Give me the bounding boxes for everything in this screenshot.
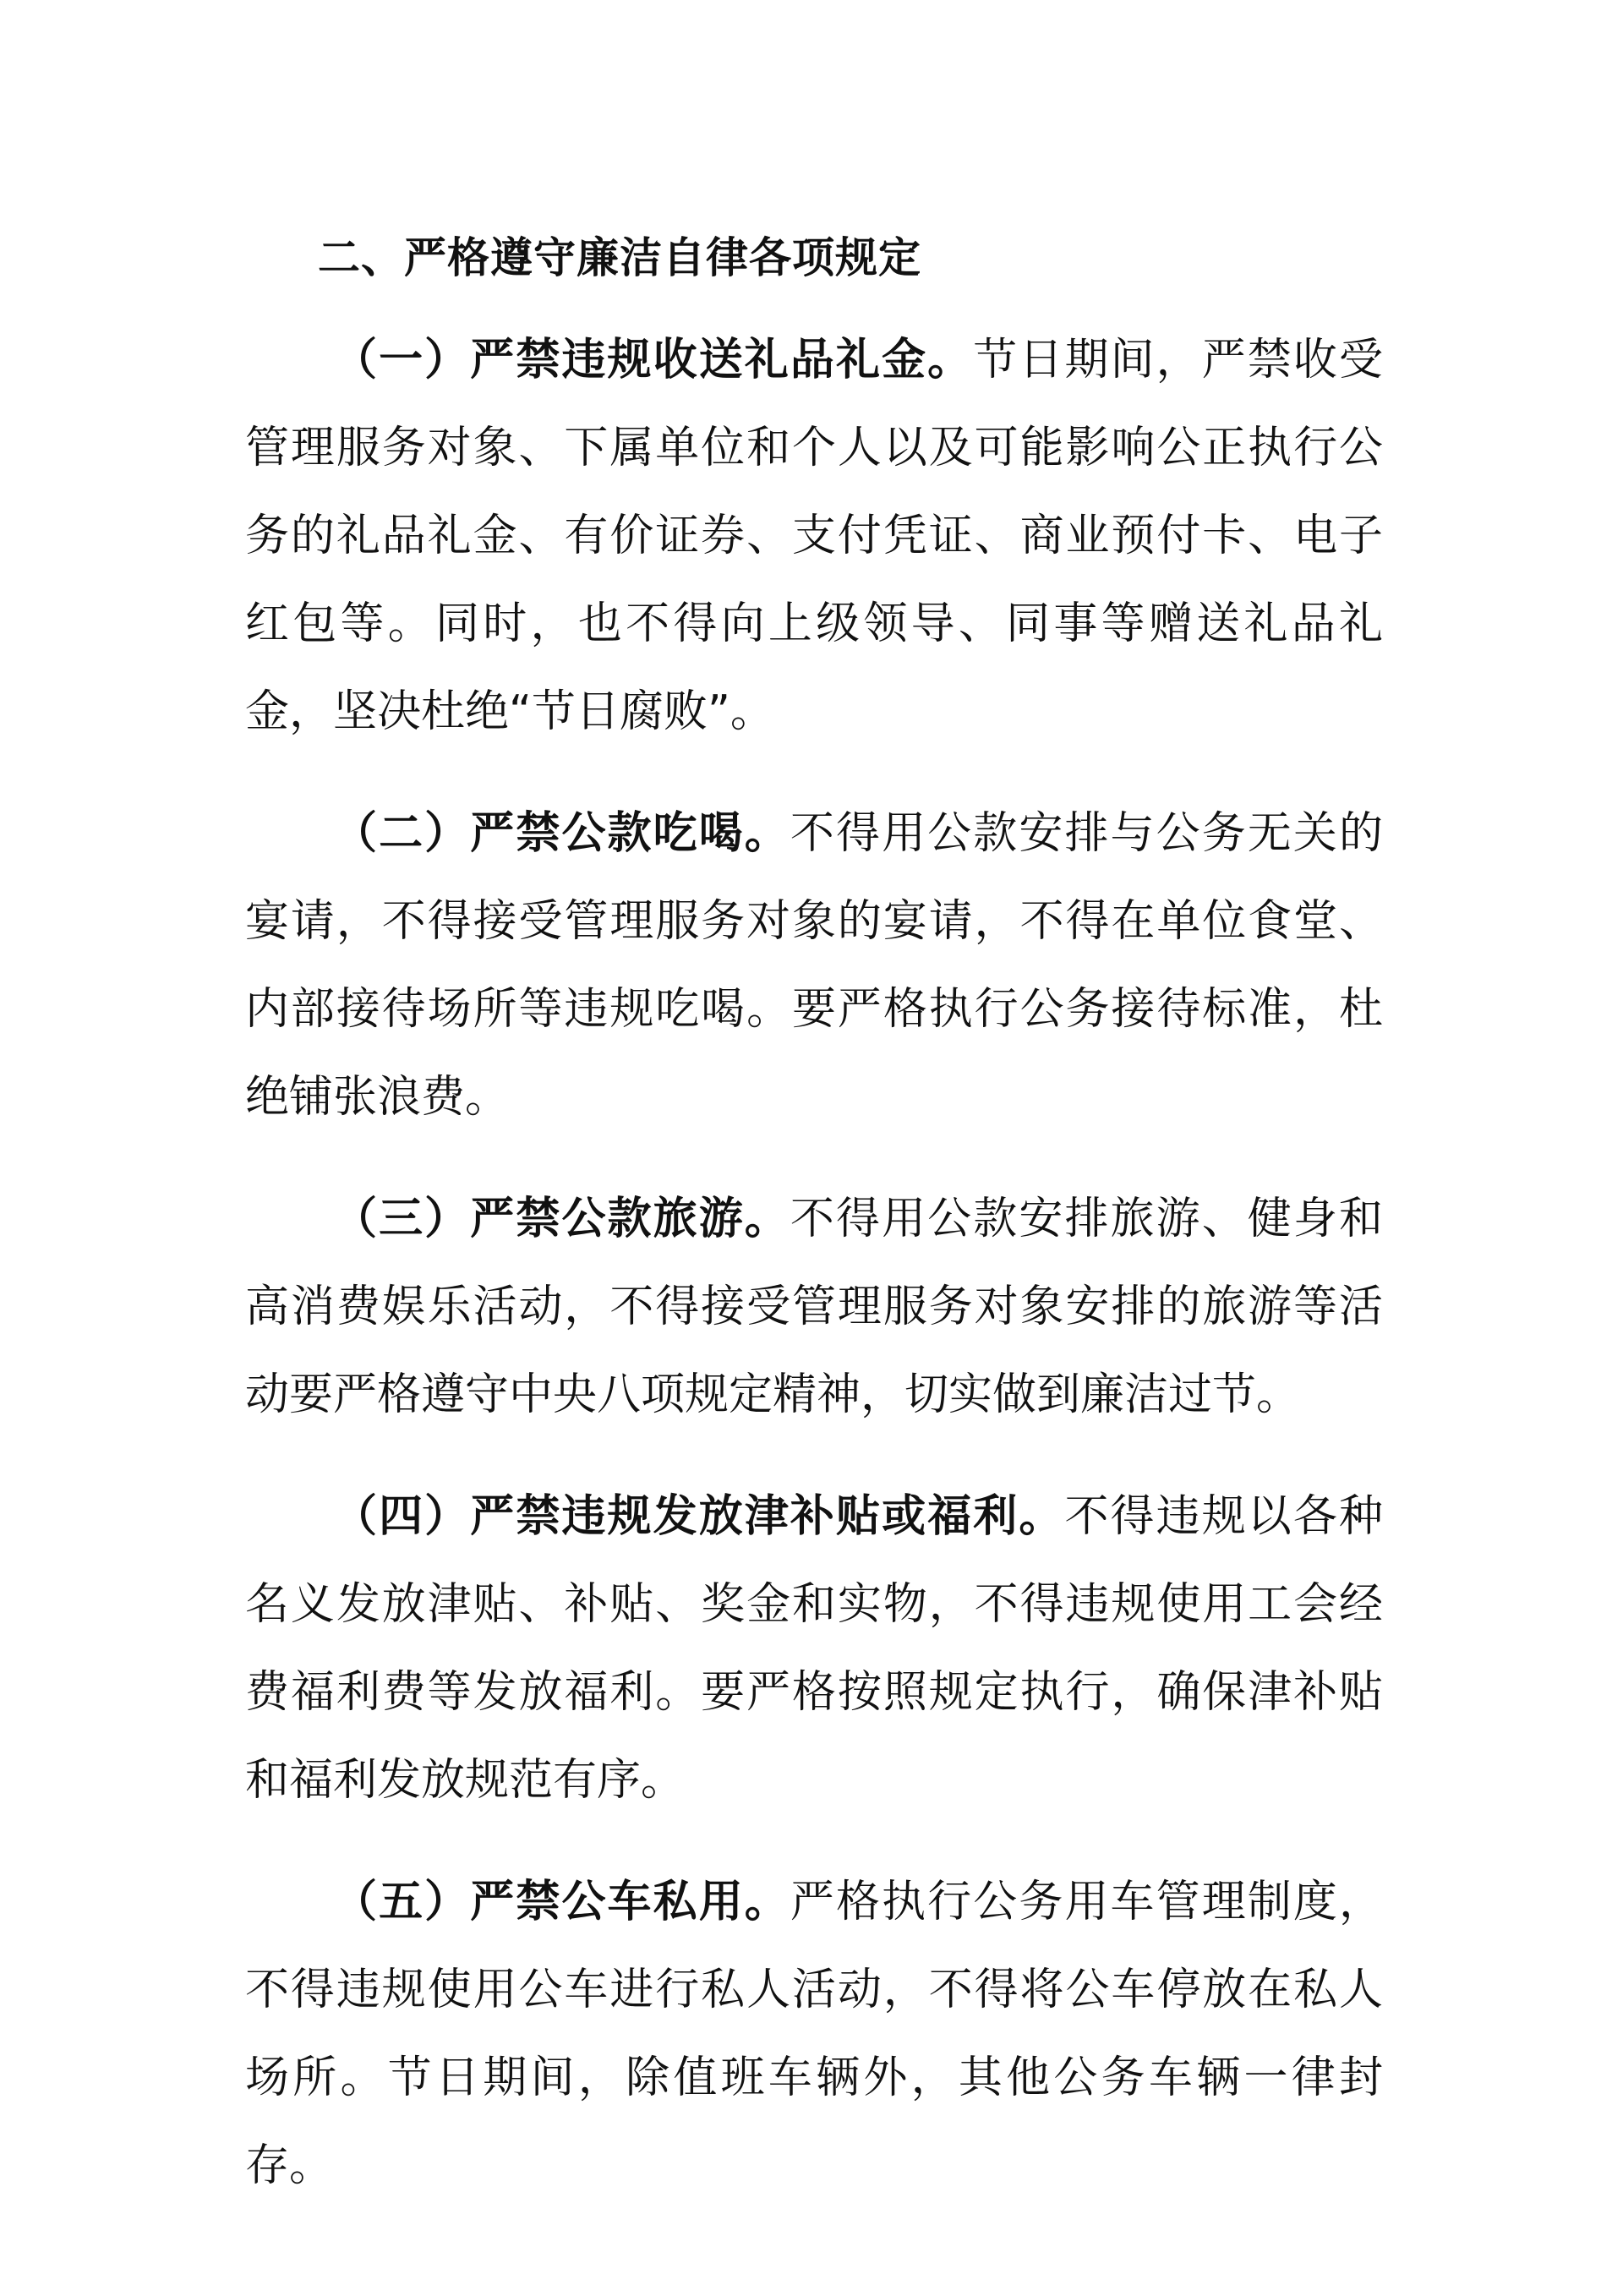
paragraph-lead: （一）严禁违规收送礼品礼金。 — [333, 335, 974, 385]
paragraph-gifts — [245, 316, 1383, 756]
document-body — [245, 221, 1383, 2210]
spacer — [245, 756, 1383, 790]
paragraph-text: 不得违规以各种名义发放津贴、补贴、奖金和实物，不得违规使用工会经费福利费等发放福利。要严格按照规定执行，确保津补贴和福利发放规范有序。 — [245, 1491, 1383, 1806]
spacer — [245, 294, 1383, 316]
paragraph-text: 严格执行公务用车管理制度，不得违规使用公车进行私人活动，不得将公车停放在私人场所。节日期间，除值班车辆外，其他公务车辆一律封存。 — [245, 1877, 1383, 2191]
paragraph-travel — [245, 1175, 1383, 1439]
paragraph-lead: （五）严禁公车私用。 — [333, 1877, 790, 1927]
paragraph-official-vehicles — [245, 1858, 1383, 2210]
spacer — [245, 1824, 1383, 1858]
paragraph-banquets — [245, 790, 1383, 1141]
paragraph-allowances — [245, 1473, 1383, 1824]
section-heading: 二、严格遵守廉洁自律各项规定 — [318, 233, 921, 282]
paragraph-text: 节日期间，严禁收受管理服务对象、下属单位和个人以及可能影响公正执行公务的礼品礼金、有价证券、支付凭证、商业预付卡、电子红包等。同时，也不得向上级领导、同事等赠送礼品礼金，坚决杜绝“节日腐败”。 — [245, 335, 1383, 737]
paragraph-lead: （四）严禁违规发放津补贴或福利。 — [333, 1491, 1065, 1542]
spacer — [245, 1439, 1383, 1473]
paragraph-text: 不得用公款安排旅游、健身和高消费娱乐活动，不得接受管理服务对象安排的旅游等活动要严格遵守中央八项规定精神，切实做到廉洁过节。 — [245, 1194, 1383, 1420]
paragraph-text: 不得用公款安排与公务无关的宴请，不得接受管理服务对象的宴请，不得在单位食堂、内部接待场所等违规吃喝。要严格执行公务接待标准，杜绝铺张浪费。 — [245, 808, 1383, 1123]
paragraph-lead: （二）严禁公款吃喝。 — [333, 808, 790, 859]
paragraph-lead: （三）严禁公款旅游。 — [333, 1194, 790, 1244]
spacer — [245, 1141, 1383, 1175]
